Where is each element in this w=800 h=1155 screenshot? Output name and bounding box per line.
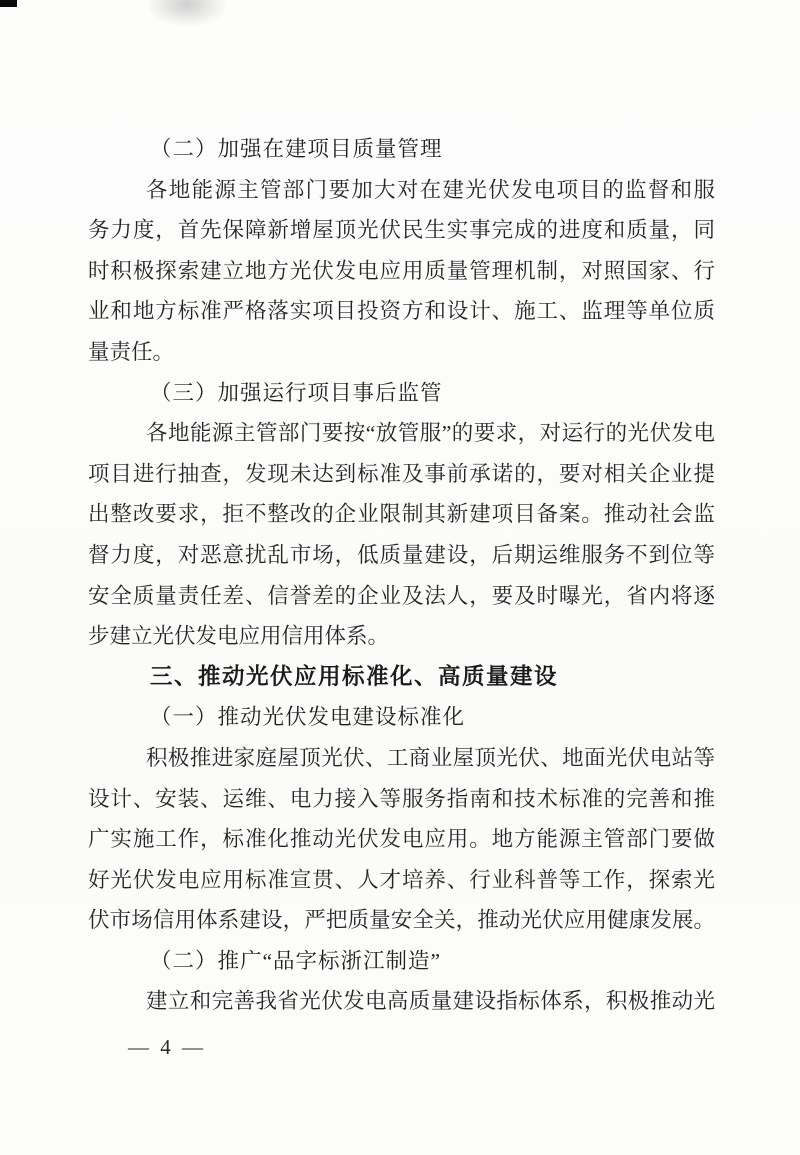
section-subheading: （三）加强运行项目事后监管 — [150, 380, 443, 405]
body-line: 各地能源主管部门要加大对在建光伏发电项目的监督和服 — [146, 177, 715, 202]
body-line: 时积极探索建立地方光伏发电应用质量管理机制，对照国家、行 — [88, 258, 715, 283]
document-body — [88, 129, 715, 1022]
body-line: 务力度，首先保障新增屋顶光伏民生实事完成的进度和质量，同 — [88, 218, 715, 243]
section-subheading: （二）推广“品字标浙江制造” — [150, 948, 442, 973]
body-line: 各地能源主管部门要按“放管服”的要求，对运行的光伏发电 — [146, 421, 715, 446]
body-line: 量责任。 — [88, 339, 175, 364]
body-line: 积极推进家庭屋顶光伏、工商业屋顶光伏、地面光伏电站等 — [146, 745, 715, 770]
body-line: 建立和完善我省光伏发电高质量建设指标体系，积极推动光 — [146, 989, 715, 1014]
section-subheading: （二）加强在建项目质量管理 — [150, 137, 443, 161]
body-line: 项目进行抽查，发现未达到标准及事前承诺的，要对相关企业提 — [88, 461, 715, 486]
body-line: 安全质量责任差、信誉差的企业及法人，要及时曝光，省内将逐 — [88, 583, 715, 608]
body-line: 伏市场信用体系建设，严把质量安全关，推动光伏应用健康发展。 — [88, 908, 715, 933]
page-number: — 4 — — [128, 1035, 206, 1059]
body-line: 步建立光伏发电应用信用体系。 — [88, 624, 390, 649]
body-line: 好光伏发电应用标准宣贯、人才培养、行业科普等工作，探索光 — [88, 867, 715, 892]
body-line: 设计、安装、运维、电力接入等服务指南和技术标准的完善和推 — [88, 786, 715, 811]
body-line: 督力度，对恶意扰乱市场，低质量建设，后期运维服务不到位等 — [88, 542, 715, 567]
body-line: 出整改要求，拒不整改的企业限制其新建项目备案。推动社会监 — [88, 502, 715, 527]
section-subheading: （一）推动光伏发电建设标准化 — [150, 705, 466, 730]
scan-corner-artifact — [0, 0, 17, 7]
chapter-heading: 三、推动光伏应用标准化、高质量建设 — [150, 663, 559, 689]
body-line: 广实施工作，标准化推动光伏发电应用。地方能源主管部门要做 — [88, 827, 715, 852]
body-line: 业和地方标准严格落实项目投资方和设计、施工、监理等单位质 — [88, 299, 715, 324]
scan-smudge-artifact — [148, 0, 226, 26]
